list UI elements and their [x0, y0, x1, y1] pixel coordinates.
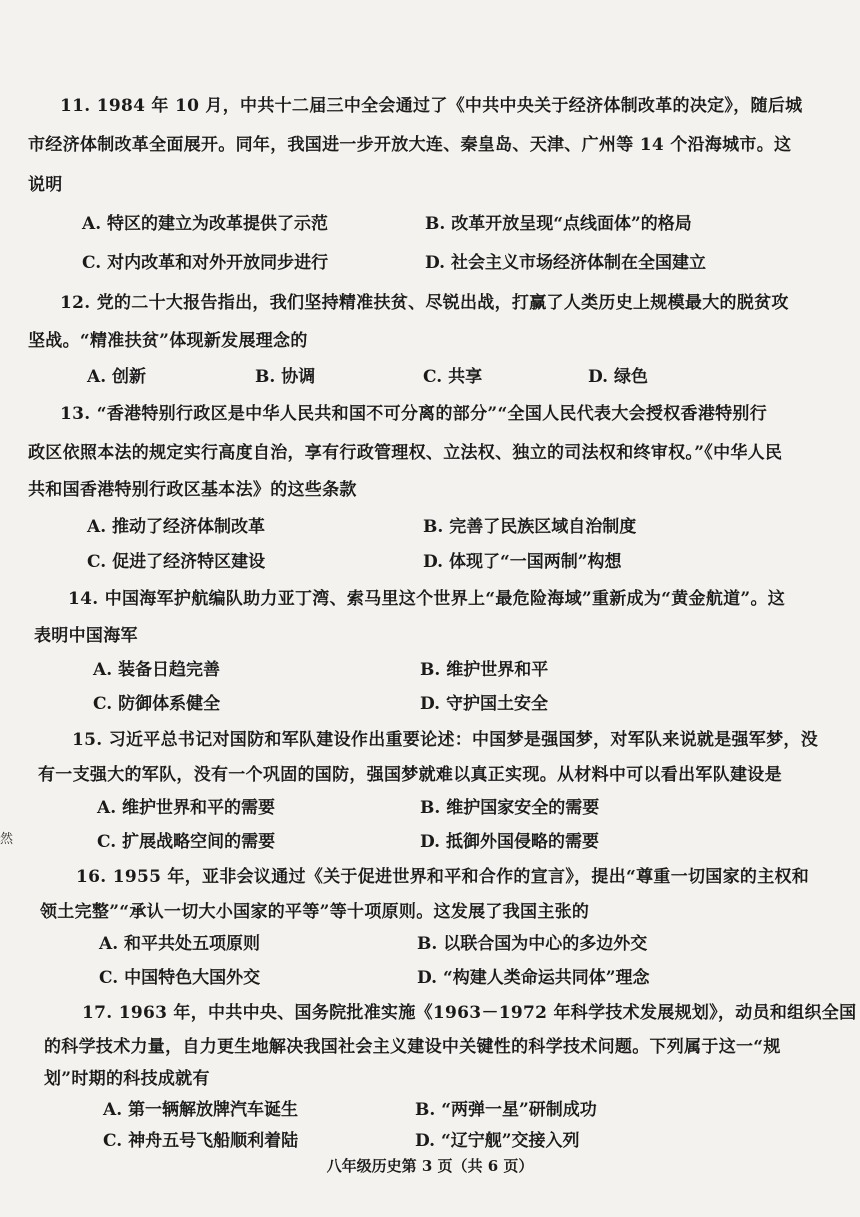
question-text-line: 的科学技术力量，自力更生地解决我国社会主义建设中关键性的科学技术问题。下列属于这一“规	[44, 1037, 781, 1057]
question-text-line: 表明中国海军	[34, 626, 138, 646]
question-text-line: 12. 党的二十大报告指出，我们坚持精准扶贫、尽锐出战，打赢了人类历史上规模最大的脱贫攻	[60, 293, 789, 313]
question-text-line: 共和国香港特别行政区基本法》的这些条款	[28, 480, 357, 500]
question-text-line: 16. 1955 年，亚非会议通过《关于促进世界和平和合作的宣言》，提出“尊重一切国家的主权和	[76, 867, 810, 887]
option-d: D. 抵御外国侵略的需要	[420, 832, 599, 852]
question-text-line: 11. 1984 年 10 月，中共十二届三中全会通过了《中共中央关于经济体制改革的决定》，随后城	[60, 96, 803, 116]
option-b: B. 维护国家安全的需要	[420, 798, 600, 818]
option-c: C. 中国特色大国外交	[99, 968, 261, 988]
question-text-line: 政区依照本法的规定实行高度自治，享有行政管理权、立法权、独立的司法权和终审权。”《中华人民	[28, 443, 783, 463]
option-a: A. 维护世界和平的需要	[97, 798, 276, 818]
option-c: C. 对内改革和对外开放同步进行	[82, 253, 329, 273]
question-text-line: 15. 习近平总书记对国防和军队建设作出重要论述：中国梦是强国梦，对军队来说就是强军梦，没	[72, 730, 818, 750]
question-text-line: 领土完整”“承认一切大小国家的平等”等十项原则。这发展了我国主张的	[40, 902, 590, 922]
option-b: B. 协调	[255, 367, 316, 387]
option-a: A. 第一辆解放牌汽车诞生	[103, 1100, 299, 1120]
option-c: C. 促进了经济特区建设	[87, 552, 266, 572]
question-text-line: 划”时期的科技成就有	[44, 1069, 210, 1089]
option-c: C. 神舟五号飞船顺利着陆	[103, 1131, 299, 1151]
option-b: B. 以联合国为中心的多边外交	[417, 934, 648, 954]
option-a: A. 推动了经济体制改革	[87, 517, 266, 537]
option-d: D. “辽宁舰”交接入列	[415, 1131, 580, 1151]
option-d: D. 绿色	[588, 367, 648, 387]
option-a: A. 和平共处五项原则	[99, 934, 261, 954]
question-text-line: 说明	[28, 175, 63, 195]
option-c: C. 共享	[423, 367, 483, 387]
question-text-line: 13. “香港特别行政区是中华人民共和国不可分离的部分”“全国人民代表大会授权香港特别行	[60, 404, 768, 424]
option-a: A. 创新	[87, 367, 147, 387]
question-text-line: 14. 中国海军护航编队助力亚丁湾、索马里这个世界上“最危险海域”重新成为“黄金航道”。这	[68, 589, 786, 609]
question-text-line: 17. 1963 年，中共中央、国务院批准实施《1963－1972 年科学技术发展规划》，动员和组织全国	[82, 1003, 857, 1023]
option-b: B. 改革开放呈现“点线面体”的格局	[425, 214, 692, 234]
question-text-line: 有一支强大的军队，没有一个巩固的国防，强国梦就难以真正实现。从材料中可以看出军队建设是	[38, 765, 782, 785]
option-c: C. 防御体系健全	[93, 694, 221, 714]
option-a: A. 特区的建立为改革提供了示范	[82, 214, 329, 234]
question-text-line: 坚战。“精准扶贫”体现新发展理念的	[28, 331, 308, 351]
option-b: B. “两弹一星”研制成功	[415, 1100, 597, 1120]
question-text-line: 市经济体制改革全面展开。同年，我国进一步开放大连、秦皇岛、天津、广州等 14 个沿海城市。这	[28, 135, 792, 155]
option-b: B. 维护世界和平	[420, 660, 549, 680]
option-b: B. 完善了民族区域自治制度	[423, 517, 637, 537]
option-a: A. 装备日趋完善	[93, 660, 221, 680]
option-d: D. 守护国土安全	[420, 694, 548, 714]
option-d: D. 体现了“一国两制”构想	[423, 552, 622, 572]
margin-mark: 然	[0, 832, 14, 847]
option-d: D. “构建人类命运共同体”理念	[417, 968, 650, 988]
page-footer: 八年级历史第 3 页（共 6 页）	[326, 1157, 534, 1175]
option-c: C. 扩展战略空间的需要	[97, 832, 276, 852]
option-d: D. 社会主义市场经济体制在全国建立	[425, 253, 706, 273]
